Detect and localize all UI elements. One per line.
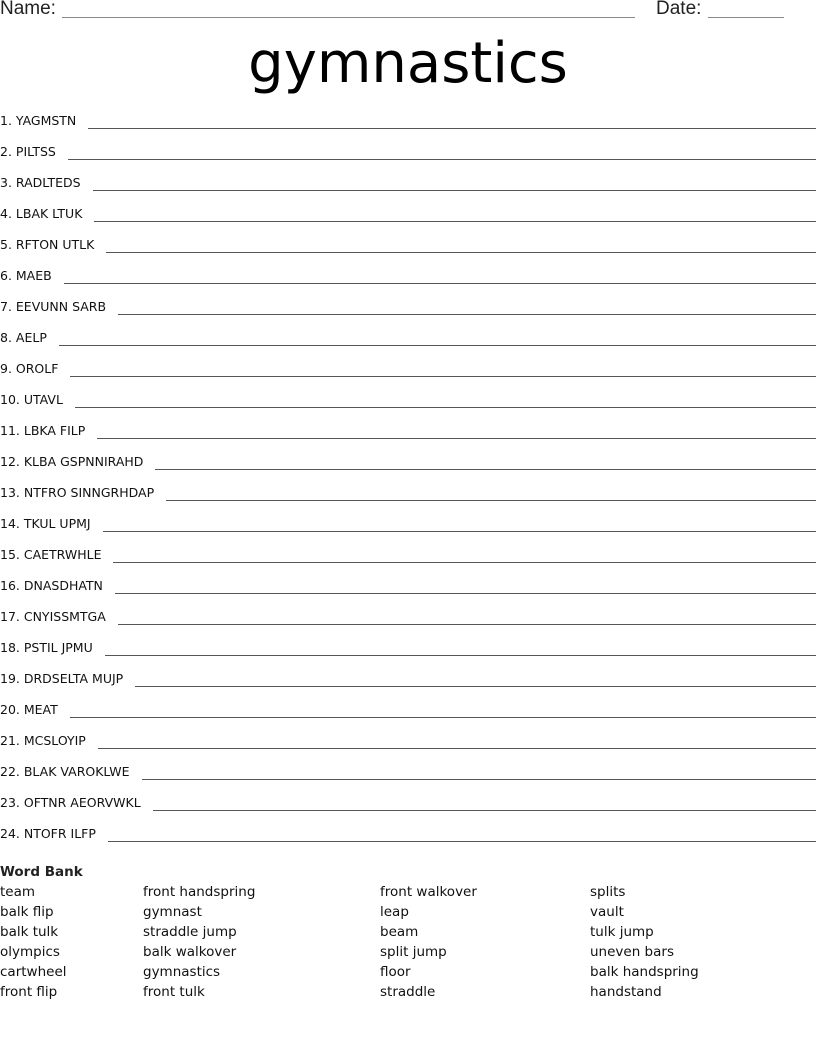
clue-text: 13. NTFRO SINNGRHDAP <box>0 485 155 500</box>
clue-text: 17. CNYISSMTGA <box>0 609 106 624</box>
answer-line[interactable] <box>155 453 816 470</box>
clue-text: 4. LBAK LTUK <box>0 206 83 221</box>
clue-row <box>0 515 816 546</box>
clue-row <box>0 794 816 825</box>
word-bank-item: front flip <box>0 984 58 1000</box>
answer-line[interactable] <box>98 732 816 749</box>
clue-text: 5. RFTON UTLK <box>0 237 95 252</box>
clue-row <box>0 329 816 360</box>
answer-line[interactable] <box>88 112 816 129</box>
word-bank-item: balk handspring <box>590 964 699 980</box>
answer-line[interactable] <box>135 670 816 687</box>
answer-line[interactable] <box>115 577 816 594</box>
word-bank-item: leap <box>380 904 409 920</box>
clue-row <box>0 453 816 484</box>
answer-line[interactable] <box>94 205 816 222</box>
clue-text: 18. PSTIL JPMU <box>0 640 93 655</box>
word-bank-item: balk walkover <box>143 944 237 960</box>
clue-row <box>0 422 816 453</box>
clue-row <box>0 732 816 763</box>
word-bank-item: handstand <box>590 984 662 1000</box>
word-bank-item: gymnast <box>143 904 202 920</box>
clue-row <box>0 298 816 329</box>
word-bank-item: straddle jump <box>143 924 237 940</box>
word-bank-item: tulk jump <box>590 924 654 940</box>
word-bank-item: splits <box>590 884 626 900</box>
answer-line[interactable] <box>64 267 816 284</box>
clue-row <box>0 205 816 236</box>
date-label: Date: <box>656 0 702 19</box>
word-bank-column <box>0 884 67 1004</box>
clue-text: 15. CAETRWHLE <box>0 547 102 562</box>
answer-line[interactable] <box>75 391 816 408</box>
page-title: gymnastics <box>248 31 568 96</box>
answer-line[interactable] <box>93 174 816 191</box>
word-bank-item: vault <box>590 904 624 920</box>
word-bank-item: balk flip <box>0 904 54 920</box>
answer-line[interactable] <box>105 639 816 656</box>
answer-line[interactable] <box>166 484 816 501</box>
word-bank-item: front walkover <box>380 884 477 900</box>
answer-line[interactable] <box>153 794 816 811</box>
answer-line[interactable] <box>97 422 816 439</box>
word-bank <box>0 884 816 1004</box>
answer-line[interactable] <box>142 763 816 780</box>
clue-row <box>0 701 816 732</box>
word-bank-item: team <box>0 884 36 900</box>
clue-text: 19. DRDSELTA MUJP <box>0 671 124 686</box>
clue-text: 7. EEVUNN SARB <box>0 299 107 314</box>
clue-text: 3. RADLTEDS <box>0 175 81 190</box>
answer-line[interactable] <box>103 515 816 532</box>
name-field[interactable] <box>62 17 635 18</box>
clue-text: 1. YAGMSTN <box>0 113 77 128</box>
answer-line[interactable] <box>68 143 816 160</box>
word-bank-item: uneven bars <box>590 944 674 960</box>
word-bank-item: split jump <box>380 944 447 960</box>
clue-row <box>0 112 816 143</box>
clue-row <box>0 143 816 174</box>
answer-line[interactable] <box>118 298 816 315</box>
answer-line[interactable] <box>113 546 816 563</box>
answer-line[interactable] <box>106 236 816 253</box>
word-bank-title: Word Bank <box>0 864 83 880</box>
word-bank-item: beam <box>380 924 419 940</box>
word-bank-item: cartwheel <box>0 964 67 980</box>
clue-row <box>0 236 816 267</box>
word-bank-item: front tulk <box>143 984 205 1000</box>
word-bank-column <box>380 884 477 1004</box>
word-bank-item: straddle <box>380 984 436 1000</box>
clue-row <box>0 391 816 422</box>
clue-row <box>0 546 816 577</box>
clue-text: 23. OFTNR AEORVWKL <box>0 795 141 810</box>
clue-row <box>0 825 816 856</box>
clue-row <box>0 267 816 298</box>
clue-list <box>0 112 816 856</box>
answer-line[interactable] <box>118 608 816 625</box>
word-bank-item: gymnastics <box>143 964 221 980</box>
answer-line[interactable] <box>70 701 816 718</box>
answer-line[interactable] <box>70 360 816 377</box>
clue-text: 2. PILTSS <box>0 144 56 159</box>
word-bank-item: olympics <box>0 944 60 960</box>
word-bank-column <box>143 884 255 1004</box>
date-field[interactable] <box>708 17 784 18</box>
clue-row <box>0 670 816 701</box>
clue-row <box>0 763 816 794</box>
clue-text: 22. BLAK VAROKLWE <box>0 764 130 779</box>
answer-line[interactable] <box>59 329 816 346</box>
name-label: Name: <box>0 0 56 19</box>
word-bank-item: balk tulk <box>0 924 59 940</box>
clue-text: 21. MCSLOYIP <box>0 733 86 748</box>
clue-text: 11. LBKA FILP <box>0 423 86 438</box>
clue-text: 9. OROLF <box>0 361 59 376</box>
clue-row <box>0 608 816 639</box>
clue-text: 8. AELP <box>0 330 47 345</box>
word-bank-item: front handspring <box>143 884 256 900</box>
word-bank-item: floor <box>380 964 411 980</box>
header-row <box>0 0 816 22</box>
word-bank-column <box>590 884 699 1004</box>
clue-row <box>0 174 816 205</box>
clue-row <box>0 639 816 670</box>
answer-line[interactable] <box>108 825 816 842</box>
clue-row <box>0 577 816 608</box>
clue-row <box>0 360 816 391</box>
clue-text: 14. TKUL UPMJ <box>0 516 91 531</box>
clue-row <box>0 484 816 515</box>
clue-text: 24. NTOFR ILFP <box>0 826 96 841</box>
clue-text: 20. MEAT <box>0 702 58 717</box>
clue-text: 16. DNASDHATN <box>0 578 103 593</box>
clue-text: 12. KLBA GSPNNIRAHD <box>0 454 144 469</box>
clue-text: 10. UTAVL <box>0 392 63 407</box>
clue-text: 6. MAEB <box>0 268 52 283</box>
